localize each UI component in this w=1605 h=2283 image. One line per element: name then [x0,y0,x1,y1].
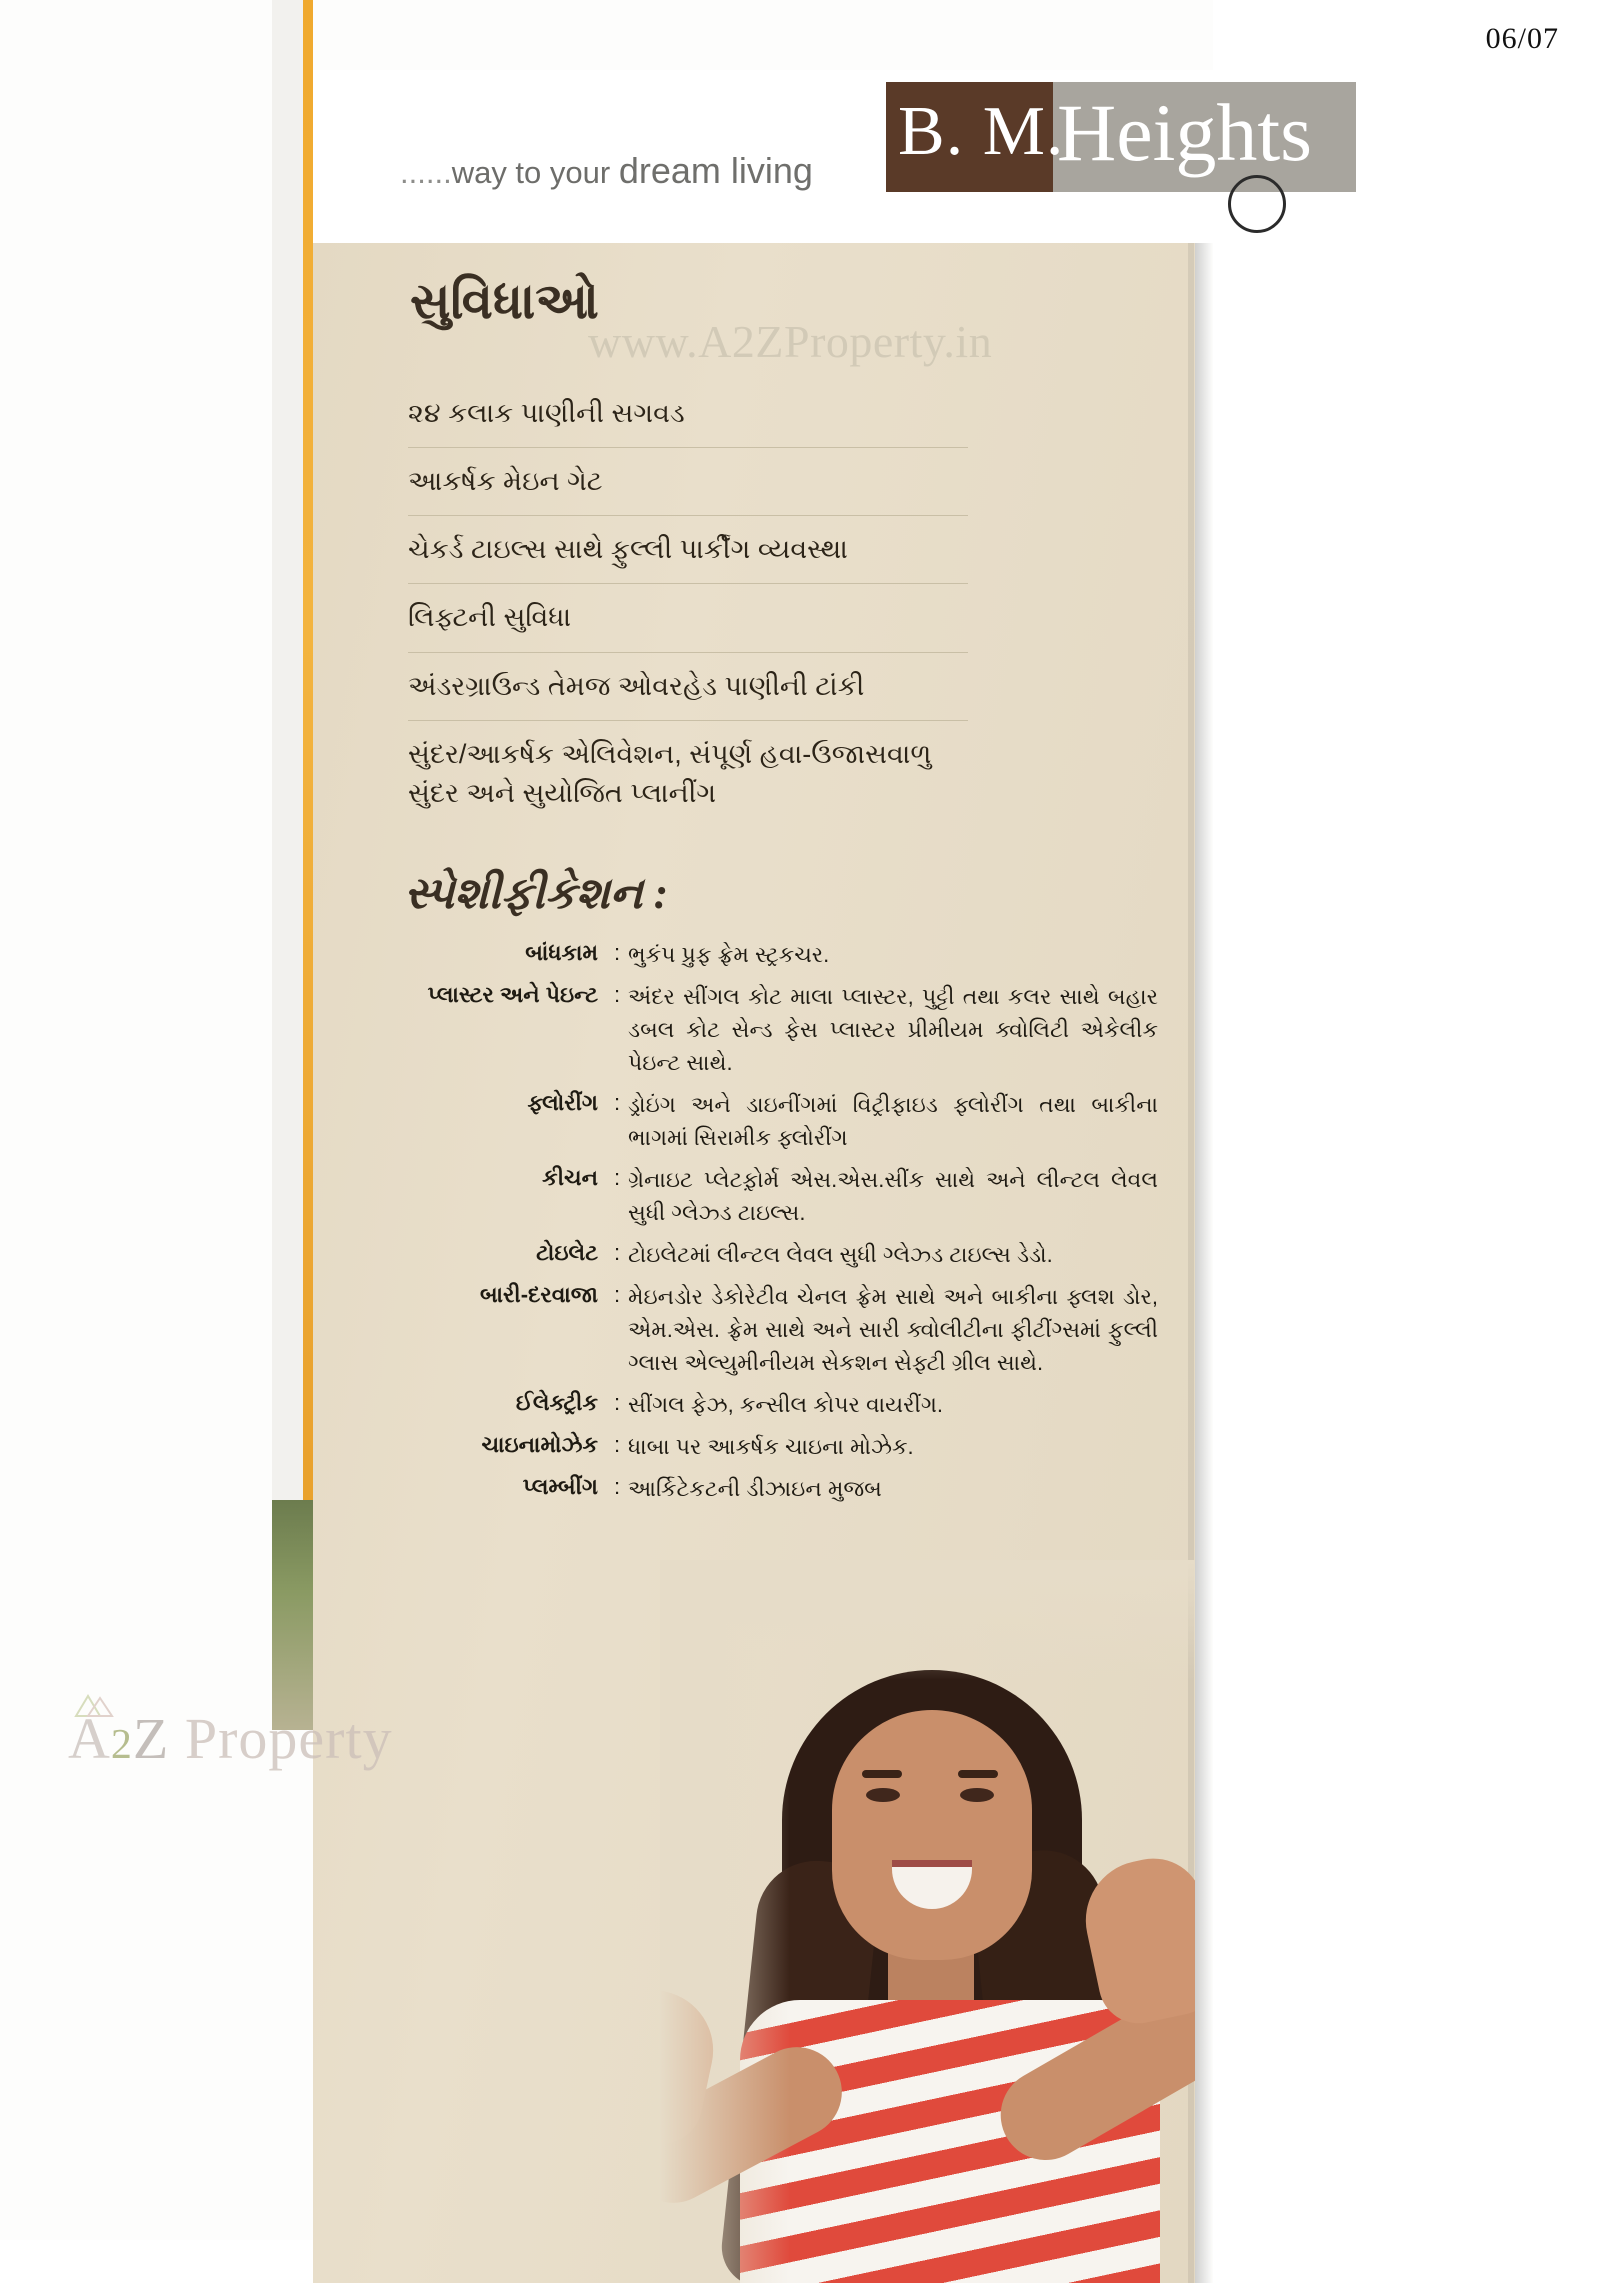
a2z-letter-z: Z [132,1706,170,1771]
table-row [398,1088,1158,1154]
spec-label: પ્લમ્બીંગ [522,1474,598,1499]
spec-value: અંદર સીંગલ કોટ માલા પ્લાસ્ટર, પુટ્ટી તથા કલર સાથે બહાર ડબલ કોટ સેન્ડ ફેસ પ્લાસ્ટર પ્રીમીયમ ક્વોલિટી એકેલીક પેઇન્ટ સાથે. [628,984,1158,1075]
tagline-emphasis: dream living [618,150,813,191]
spec-colon: : [613,1390,621,1415]
a2z-letter-2: 2 [110,1722,133,1768]
spec-label: પ્લાસ્ટર અને પેઇન્ટ [427,982,598,1007]
a2z-letter-a: A [68,1706,111,1771]
table-row [398,1430,1158,1463]
model-eyebrow-left [862,1770,902,1778]
spec-value: મેઇનડોર ડેકોરેટીવ ચેનલ ફ્રેમ સાથે અને બાકીના ફ્લશ ડોર, એમ.એસ. ફ્રેમ સાથે અને સારી ક્વોલીટીના ફીટીંગ્સમાં ફુલ્લી ગ્લાસ એલ્યુમીનીયમ સેકશન સેફ્ટી ગ્રીલ સાથે. [628,1284,1158,1375]
list-item: આકર્ષક મેઇન ગેટ [408,448,968,516]
model-eyebrow-right [958,1770,998,1778]
table-row [398,980,1158,1079]
list-item: ચેકર્ડ ટાઇલ્સ સાથે ફુલ્લી પાર્કીંગ વ્યવસ્થા [408,516,968,584]
logo-heights-text: Heights [1057,87,1313,178]
left-orange-strip [303,0,313,1570]
spec-label: બારી-દરવાજા [479,1282,598,1307]
spec-label: ફ્લોરીંગ [527,1090,598,1115]
spec-colon: : [613,982,621,1007]
bottom-margin [0,2240,313,2283]
logo-bm-text: B. M. [898,93,1065,170]
tagline-dots: ...... [400,155,452,190]
a2z-watermark-logo [68,1705,393,1772]
spec-label: ચાઇનામોઝેક [481,1432,598,1457]
specifications-table [398,938,1158,1514]
tagline-prefix: way to your [451,155,619,190]
list-item: અંડરગ્રાઉન્ડ તેમજ ઓવરહેડ પાણીની ટાંકી [408,653,968,721]
left-photo-sliver [272,1500,314,1730]
list-item: લિફ્ટની સુવિધા [408,584,968,652]
spec-colon: : [613,1165,621,1190]
spec-label: બાંધકામ [525,940,598,965]
watermark-url: www.A2ZProperty.in [588,316,993,367]
specifications-title: સ્પેશીફીકેશન : [404,869,669,918]
spec-label: કીચન [542,1165,598,1190]
photo-fade-left [660,1560,790,2283]
amenities-list [408,380,968,827]
spec-label: ઈલેક્ટ્રીક [515,1390,598,1415]
table-row [398,1280,1158,1379]
right-margin [1213,0,1605,2283]
spec-colon: : [613,1432,621,1457]
page-number: 06/07 [1485,22,1559,55]
spec-colon: : [613,1282,621,1307]
spec-value: ભુકંપ પ્રુફ ફ્રેમ સ્ટ્રકચર. [628,942,830,967]
spec-colon: : [613,940,621,965]
table-row [398,1163,1158,1229]
panel-drop-shadow [1195,243,1213,2283]
left-grey-strip [272,0,304,1500]
left-margin [0,0,272,2283]
a2z-word-property: Property [184,1706,393,1771]
model-face [832,1710,1032,1960]
spec-colon: : [613,1474,621,1499]
spec-label: ટોઇલેટ [536,1240,598,1265]
brand-tagline [400,150,813,192]
amenities-title: સુવિધાઓ [410,273,599,329]
table-row [398,1388,1158,1421]
spec-colon: : [613,1090,621,1115]
model-eye-right [960,1788,994,1802]
spec-value: ગ્રેનાઇટ પ્લેટફ઼ોર્મ એસ.એસ.સીંક સાથે અને લીન્ટલ લેવલ સુધી ગ્લેઝ્ડ ટાઇલ્સ. [628,1167,1158,1225]
logo-circle-accent [1228,175,1286,233]
list-item: સુંદર/આકર્ષક એલિવેશન, સંપૂર્ણ હવા-ઉજાસવાળુ સુંદર અને સુયોજિત પ્લાનીંગ [408,738,932,808]
list-item: ૨૪ કલાક પાણીની સગવડ [408,380,968,448]
spec-value: ડ્રોઇંગ અને ડાઇનીંગમાં વિટ્રીફાઇડ ફ્લોરીંગ તથા બાકીના ભાગમાં સિરામીક ફ્લોરીંગ [628,1092,1158,1150]
spec-value: સીંગલ ફેઝ, કન્સીલ કોપર વાયરીંગ. [628,1392,943,1417]
spec-value: ધાબા પર આકર્ષક ચાઇના મોઝેક. [628,1434,914,1459]
table-row [398,1238,1158,1271]
table-row [398,1472,1158,1505]
model-photo [660,1560,1195,2283]
table-row [398,938,1158,971]
spec-colon: : [613,1240,621,1265]
spec-value: આર્કિટેકટની ડીઝાઇન મુજબ [628,1476,882,1501]
spec-value: ટોઇલેટમાં લીન્ટલ લેવલ સુધી ગ્લેઝ્ડ ટાઇલ્સ ડેડો. [628,1242,1053,1267]
model-eye-left [866,1788,900,1802]
